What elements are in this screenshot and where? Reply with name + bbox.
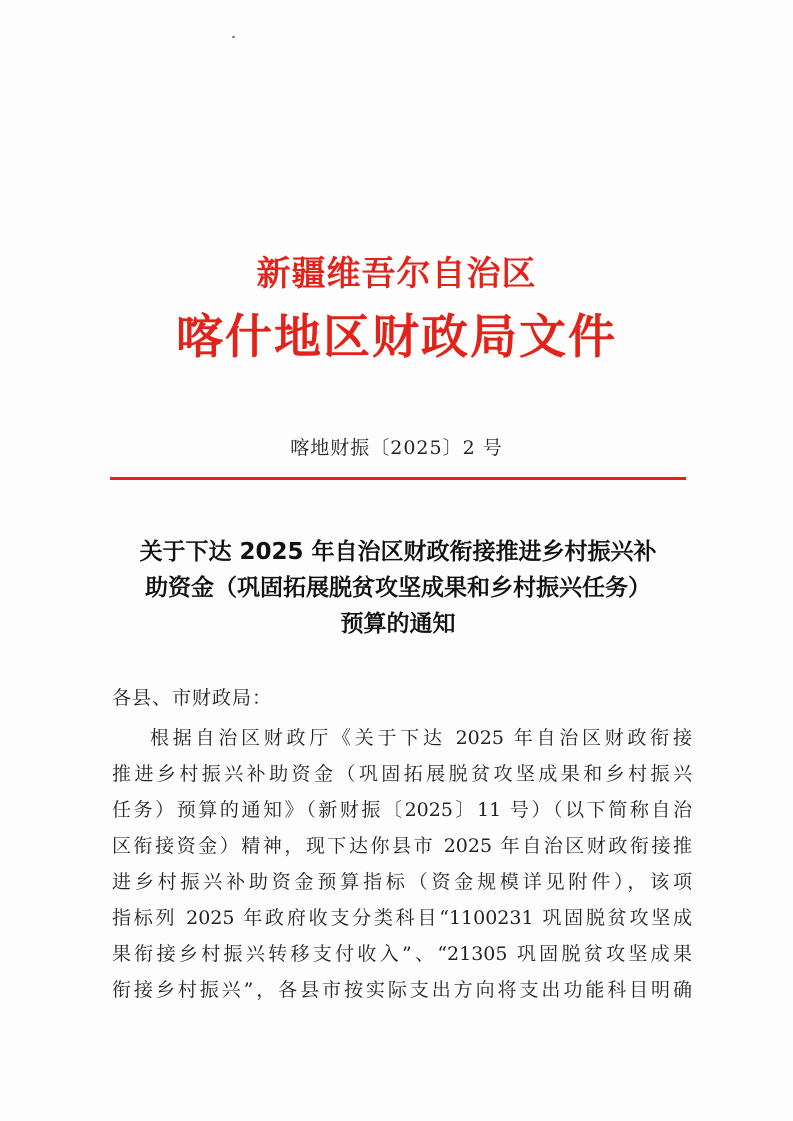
scan-speck [232,36,235,38]
body-line: 根据自治区财政厅《关于下达 2025 年自治区财政衔接 [150,727,692,749]
body-line: 推进乡村振兴补助资金（巩固拓展脱贫攻坚成果和乡村振兴 [112,763,692,785]
issuer-document-header: 喀什地区财政局文件 [176,310,617,365]
issuer-region: 新疆维吾尔自治区 [256,254,537,294]
body-line: 进乡村振兴补助资金预算指标（资金规模详见附件），该项 [112,871,692,893]
title-line: 助资金（巩固拓展脱贫攻坚成果和乡村振兴任务） [145,575,651,601]
body-line: 任务）预算的通知》（新财振〔2025〕11 号）（以下简称自治 [112,799,692,821]
body-line: 衔接乡村振兴”，各县市按实际支出方向将支出功能科目明确 [112,979,692,1001]
body-paragraph [112,720,692,1008]
title-line: 预算的通知 [340,611,456,637]
title-line: 关于下达 2025 年自治区财政衔接推进乡村振兴补 [139,539,657,565]
salutation: 各县、市财政局： [112,687,273,709]
body-line: 果衔接乡村振兴转移支付收入”、“21305 巩固脱贫攻坚成果 [112,943,692,965]
document-number: 喀地财振〔2025〕2 号 [290,437,503,459]
body-line: 指标列 2025 年政府收支分类科目“1100231 巩固脱贫攻坚成 [112,907,692,929]
red-separator-line [110,477,686,480]
body-line: 区衔接资金）精神，现下达你县市 2025 年自治区财政衔接推 [112,835,692,857]
document-title [110,534,686,642]
